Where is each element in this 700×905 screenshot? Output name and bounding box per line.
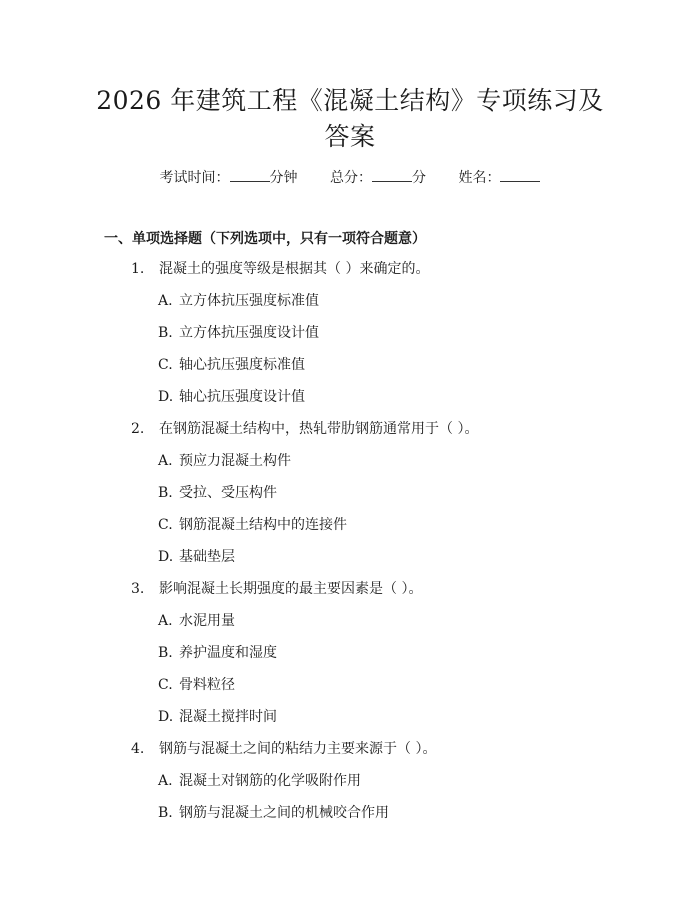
exam-time-blank	[230, 168, 270, 182]
option-text: 轴心抗压强度设计值	[179, 389, 305, 405]
section-heading: 一、单项选择题（下列选项中，只有一项符合题意）	[104, 231, 426, 247]
answer-option	[158, 675, 235, 695]
option-letter: A.	[158, 773, 173, 789]
question-text: 混凝土的强度等级是根据其（ ）来确定的。	[159, 261, 430, 277]
question-stem	[131, 579, 422, 599]
total-score-unit: 分	[412, 170, 426, 186]
option-text: 立方体抗压强度设计值	[179, 325, 319, 341]
option-text: 钢筋与混凝土之间的机械咬合作用	[179, 805, 389, 821]
answer-option	[158, 547, 235, 567]
question-stem	[131, 259, 429, 279]
option-text: 混凝土搅拌时间	[179, 709, 277, 725]
option-letter: D.	[158, 709, 174, 725]
option-letter: B.	[158, 485, 173, 501]
option-text: 混凝土对钢筋的化学吸附作用	[179, 773, 361, 789]
total-score-label: 总分：	[330, 170, 372, 186]
option-letter: D.	[158, 389, 174, 405]
answer-option	[158, 483, 277, 503]
name-field	[458, 168, 540, 188]
answer-option	[158, 355, 305, 375]
option-letter: C.	[158, 357, 173, 373]
option-letter: A.	[158, 613, 173, 629]
document-title-line-2: 答案	[324, 122, 376, 151]
question-number: 4.	[131, 741, 145, 757]
option-letter: A.	[158, 293, 173, 309]
answer-option	[158, 771, 361, 791]
option-letter: B.	[158, 645, 173, 661]
exam-time-label: 考试时间：	[159, 170, 230, 186]
option-text: 基础垫层	[179, 549, 235, 565]
total-score-field	[330, 168, 426, 188]
question-stem	[131, 739, 436, 759]
answer-option	[158, 707, 277, 727]
answer-option	[158, 643, 277, 663]
question-stem	[131, 419, 478, 439]
option-text: 轴心抗压强度标准值	[179, 357, 305, 373]
name-blank	[500, 168, 540, 182]
option-text: 水泥用量	[179, 613, 235, 629]
option-text: 受拉、受压构件	[179, 485, 277, 501]
option-letter: B.	[158, 325, 173, 341]
option-text: 预应力混凝土构件	[179, 453, 291, 469]
question-number: 3.	[131, 581, 145, 597]
option-text: 钢筋混凝土结构中的连接件	[179, 517, 347, 533]
document-title-line-1: 2026 年建筑工程《混凝土结构》专项练习及	[96, 86, 604, 115]
answer-option	[158, 323, 319, 343]
answer-option	[158, 291, 319, 311]
exam-time-field	[160, 168, 298, 188]
option-text: 骨料粒径	[179, 677, 235, 693]
question-number: 2.	[131, 421, 145, 437]
question-text: 影响混凝土长期强度的最主要因素是（ ）。	[159, 581, 423, 597]
option-letter: D.	[158, 549, 174, 565]
exam-time-unit: 分钟	[269, 170, 298, 186]
option-text: 养护温度和湿度	[179, 645, 277, 661]
answer-option	[158, 803, 389, 823]
total-score-blank	[372, 168, 412, 182]
option-letter: A.	[158, 453, 173, 469]
option-letter: C.	[158, 517, 173, 533]
name-label: 姓名：	[458, 170, 501, 186]
answer-option	[158, 451, 291, 471]
option-letter: C.	[158, 677, 173, 693]
answer-option	[158, 515, 347, 535]
option-text: 立方体抗压强度标准值	[179, 293, 319, 309]
answer-option	[158, 387, 305, 407]
exam-info-line	[0, 168, 700, 188]
question-text: 钢筋与混凝土之间的粘结力主要来源于（ ）。	[159, 741, 437, 757]
answer-option	[158, 611, 235, 631]
question-text: 在钢筋混凝土结构中，热轧带肋钢筋通常用于（ ）。	[159, 421, 479, 437]
question-number: 1.	[131, 261, 145, 277]
option-letter: B.	[158, 805, 173, 821]
